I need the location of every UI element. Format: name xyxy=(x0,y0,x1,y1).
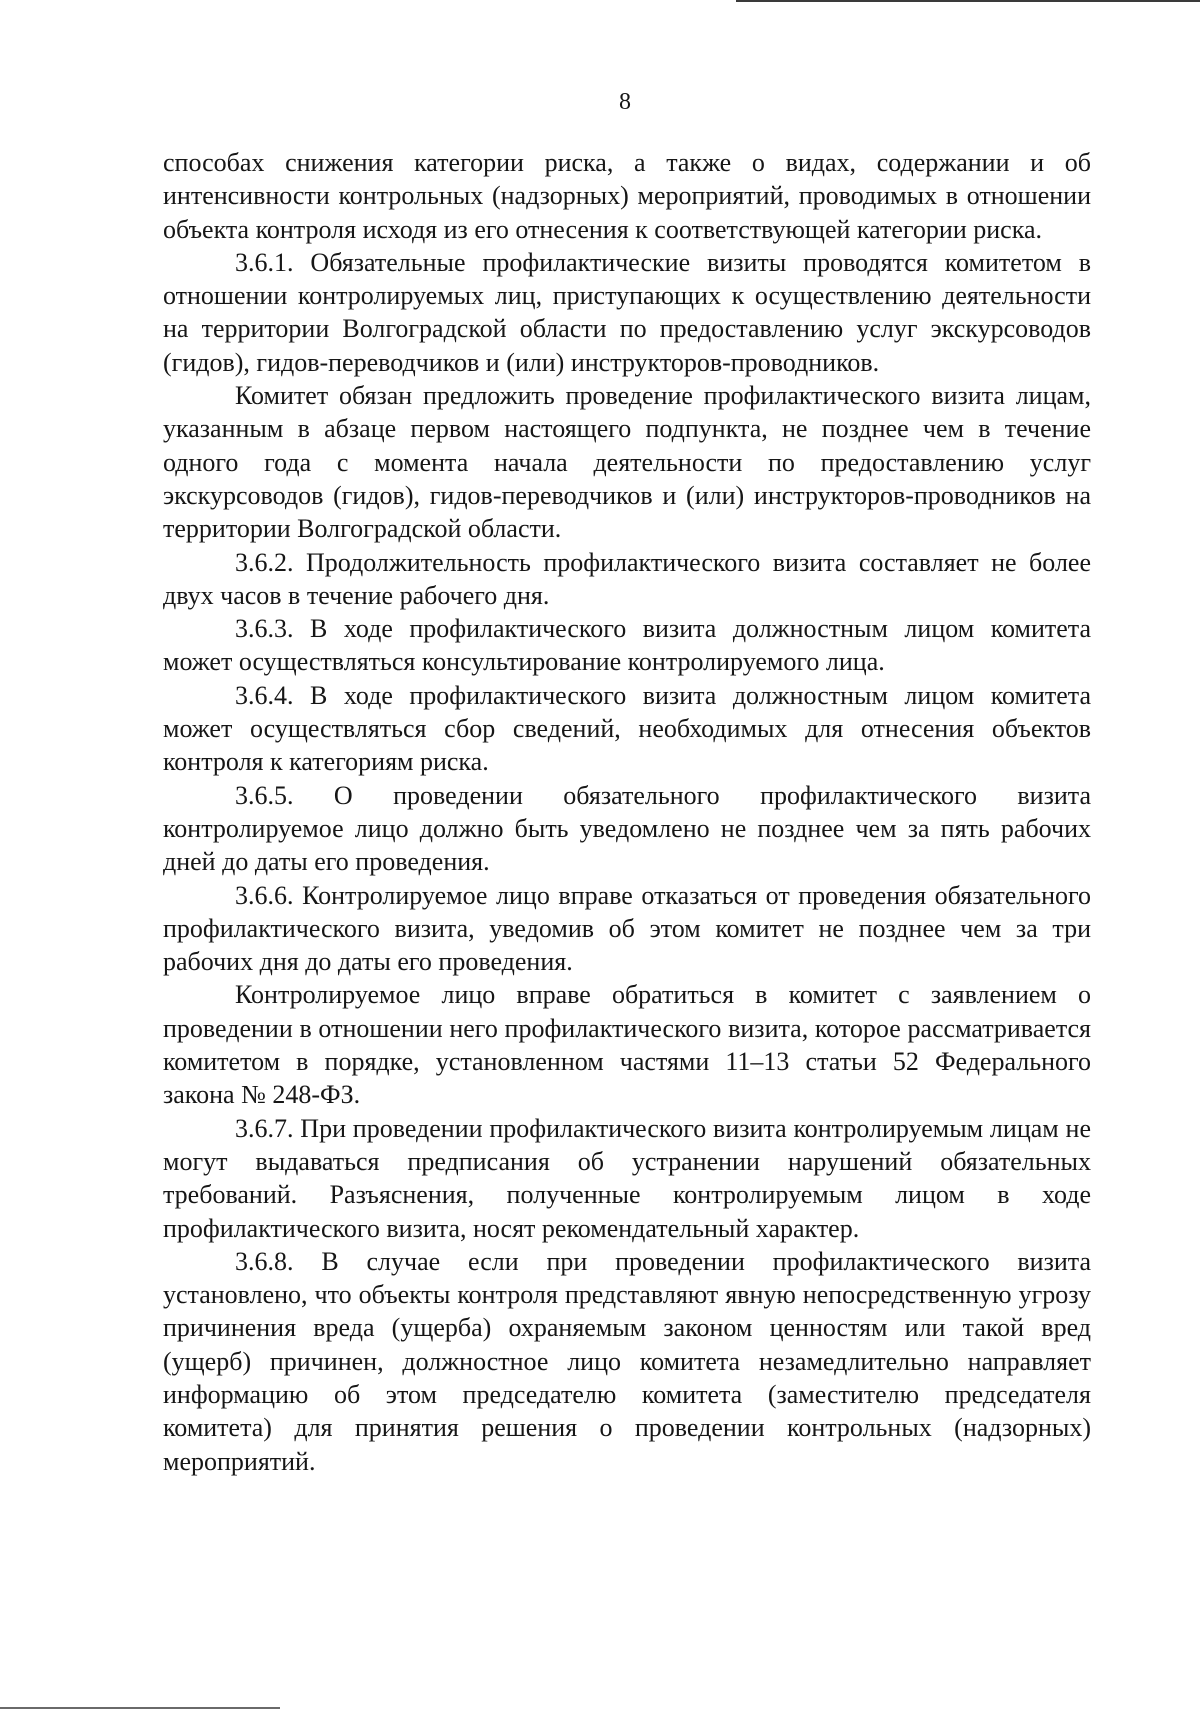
paragraph-3-6-5: 3.6.5. О проведении обязательного профилактического визита контролируемое лицо должно быть уведомлено не позднее чем за пять рабочих дней до даты его проведения. xyxy=(163,780,1091,877)
scan-edge-top xyxy=(736,0,1200,2)
paragraph-3-6-2: 3.6.2. Продолжительность профилактического визита составляет не более двух часов в течение рабочего дня. xyxy=(163,547,1091,610)
paragraph-request-visit: Контролируемое лицо вправе обратиться в комитет с заявлением о проведении в отношении него профилактического визита, которое рассматривается комитетом в порядке, установленном частями 11–13 статьи 52 Федерального закона № 248-ФЗ. xyxy=(163,980,1091,1110)
paragraph-committee-obligation: Комитет обязан предложить проведение профилактического визита лицам, указанным в абзаце первом настоящего подпункта, не позднее чем в течение одного года с момента начала деятельности по предоставлению услуг экскурсоводов (гидов), гидов-переводчиков и (или) инструкторов-проводников на территории Волгоградской области. xyxy=(163,381,1091,544)
paragraph-3-6-8: 3.6.8. В случае если при проведении профилактического визита установлено, что объекты контроля представляют явную непосредственную угрозу причинения вреда (ущерба) охраняемым законом ценностям или такой вред (ущерб) причинен, должностное лицо комитета незамедлительно направляет информацию об этом председателю комитета (заместителю председателя комитета) для принятия решения о проведении контрольных (надзорных) мероприятий. xyxy=(163,1246,1091,1476)
paragraph-3-6-1: 3.6.1. Обязательные профилактические визиты проводятся комитетом в отношении контролируемых лиц, приступающих к осуществлению деятельности на территории Волгоградской области по предоставлению услуг экскурсоводов (гидов), гидов-переводчиков и (или) инструкторов-проводников. xyxy=(163,247,1091,377)
page-number: 8 xyxy=(619,89,631,115)
paragraph-3-6-6: 3.6.6. Контролируемое лицо вправе отказаться от проведения обязательного профилактического визита, уведомив об этом комитет не позднее чем за три рабочих дня до даты его проведения. xyxy=(163,880,1091,977)
paragraph-3-6-4: 3.6.4. В ходе профилактического визита должностным лицом комитета может осуществляться сбор сведений, необходимых для отнесения объектов контроля к категориям риска. xyxy=(163,680,1091,777)
document-body xyxy=(163,146,1091,1478)
paragraph-3-6-7: 3.6.7. При проведении профилактического визита контролируемым лицам не могут выдаваться предписания об устранении нарушений обязательных требований. Разъяснения, полученные контролируемым лицом в ходе профилактического визита, носят рекомендательный характер. xyxy=(163,1113,1091,1243)
paragraph-3-6-3: 3.6.3. В ходе профилактического визита должностным лицом комитета может осуществляться консультирование контролируемого лица. xyxy=(163,614,1091,677)
scan-edge-bottom xyxy=(0,1707,280,1709)
paragraph-intro-continuation: способах снижения категории риска, а также о видах, содержании и об интенсивности контрольных (надзорных) мероприятий, проводимых в отношении объекта контроля исходя из его отнесения к соответствующей категории риска. xyxy=(163,148,1091,244)
